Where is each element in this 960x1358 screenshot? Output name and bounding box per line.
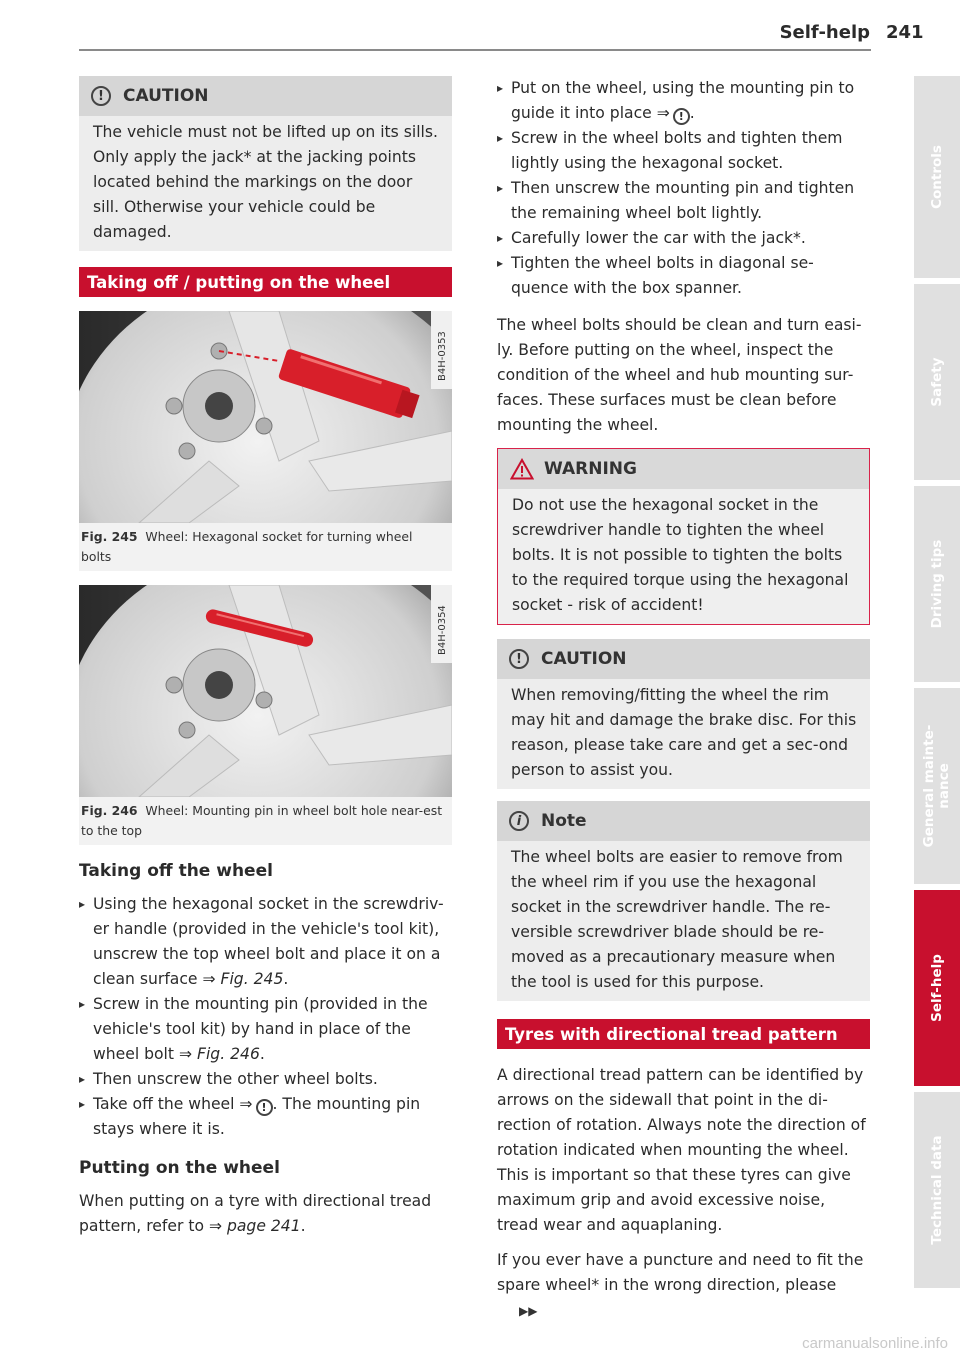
left-column: [79, 76, 452, 1249]
list-item: ▸ Carefully lower the car with the jack*.: [497, 226, 870, 251]
tab-label: Driving tips: [929, 539, 945, 629]
bolts-paragraph: The wheel bolts should be clean and turn easi-ly. Before putting on the wheel, inspect the condition of the wheel and hub mounting sur-faces. These surfaces must be clean before mounting the wheel.: [497, 316, 862, 434]
warning-box: [497, 448, 870, 625]
list-item: ▸ Then unscrew the other wheel bolts.: [79, 1067, 452, 1092]
tab-label: Controls: [929, 145, 945, 209]
watermark: carmanualsonline.info: [802, 1335, 948, 1352]
list-item: ▸ Then unscrew the mounting pin and tighten the remaining wheel bolt lightly.: [497, 176, 870, 226]
fig-246-link[interactable]: ⇒ Fig. 246: [178, 1045, 260, 1063]
warning-header: [498, 449, 869, 489]
list-item: ▸ Tighten the wheel bolts in diagonal se-quence with the box spanner.: [497, 251, 870, 301]
right-column: [497, 76, 870, 1334]
fig-245-link[interactable]: ⇒ Fig. 245: [202, 970, 284, 988]
figure-245-caption-text: Wheel: Hexagonal socket for turning wheel bolts: [81, 529, 413, 564]
tab-label: General mainte- nance: [921, 724, 952, 848]
note-text: The wheel bolts are easier to remove from the wheel rim if you use the hexagonal socket in the screwdriver handle. The re-versible screwdriver blade should be re-moved as a precautionary measure when the tool is used for this purpose.: [511, 848, 843, 991]
header-divider: [79, 49, 871, 51]
info-icon: i: [509, 811, 529, 831]
list-item: ▸ Using the hexagonal socket in the screwdriv-er handle (provided in the vehicle's tool kit), unscrew the top wheel bolt and place it on a clean surface ⇒ Fig. 245.: [79, 892, 452, 992]
page-number: 241: [886, 22, 924, 43]
caution-icon: !: [509, 649, 529, 669]
caution-box-brake: [497, 639, 870, 789]
note-header: [497, 801, 870, 841]
figure-245: [79, 311, 452, 571]
caution-title: CAUTION: [541, 648, 627, 669]
list-item: ▸ Screw in the wheel bolts and tighten them lightly using the hexagonal socket.: [497, 126, 870, 176]
caution-title: CAUTION: [123, 85, 209, 106]
warning-triangle-icon: [510, 458, 534, 480]
putting-on-steps: [497, 76, 870, 301]
tread-paragraph: A directional tread pattern can be identified by arrows on the sidewall that point in the di-rection of rotation. Always note the direction of rotation indicated when mounting the wheel. This is important so that these tyres can give maximum grip and avoid excessive noise, tread wear and aquaplaning.: [497, 1066, 866, 1234]
section-title-tyres: Tyres with directional tread pattern: [497, 1019, 870, 1049]
figure-246: [79, 585, 452, 845]
figure-246-code: B4H-0354: [437, 605, 448, 655]
figure-245-caption: [79, 523, 452, 571]
chapter-tabs: [914, 76, 960, 1294]
caution-icon: !: [91, 86, 111, 106]
caution-box-sills: [79, 76, 452, 251]
spare-wheel-paragraph: If you ever have a puncture and need to fit the spare wheel* in the wrong direction, please▶▶: [497, 1248, 870, 1324]
tab-safety[interactable]: [914, 284, 960, 480]
section-title-wheel: Taking off / putting on the wheel: [79, 267, 452, 297]
caution-ref-icon[interactable]: !: [256, 1099, 273, 1116]
tab-label: Self-help: [929, 954, 945, 1022]
list-item: ▸ Put on the wheel, using the mounting pin to guide it into place ⇒ ! .: [497, 76, 870, 126]
tab-label: Technical data: [929, 1135, 945, 1245]
note-title: Note: [541, 810, 587, 831]
putting-on-heading: Putting on the wheel: [79, 1158, 280, 1178]
caution-text: When removing/fitting the wheel the rim may hit and damage the brake disc. For this reason, please take care and get a sec-ond person to assist you.: [511, 686, 857, 779]
tab-driving-tips[interactable]: [914, 486, 960, 682]
running-header-title: Self-help: [779, 22, 870, 43]
caution-text: The vehicle must not be lifted up on its sills. Only apply the jack* at the jacking points located behind the markings on the door sill. Otherwise your vehicle could be damaged.: [93, 123, 438, 241]
continued-arrow-icon: ▶▶: [519, 1304, 538, 1318]
list-item: ▸ Screw in the mounting pin (provided in the vehicle's tool kit) by hand in place of the wheel bolt ⇒ Fig. 246.: [79, 992, 452, 1067]
tab-controls[interactable]: [914, 76, 960, 278]
caution-header: [497, 639, 870, 679]
wheel-mounting-pin-illustration: [79, 585, 452, 797]
note-box: [497, 801, 870, 1001]
taking-off-heading: Taking off the wheel: [79, 861, 273, 881]
tab-self-help[interactable]: [914, 890, 960, 1086]
figure-246-caption-text: Wheel: Mounting pin in wheel bolt hole near-est to the top: [81, 803, 443, 838]
figure-246-label: Fig. 246: [81, 803, 138, 818]
wheel-hex-socket-illustration: [79, 311, 452, 523]
tab-label: Safety: [929, 357, 945, 407]
caution-header: [79, 76, 452, 116]
figure-245-label: Fig. 245: [81, 529, 138, 544]
caution-ref-icon[interactable]: !: [673, 108, 690, 125]
warning-title: WARNING: [544, 458, 637, 479]
taking-off-steps: [79, 892, 452, 1142]
figure-245-code: B4H-0353: [437, 331, 448, 381]
putting-on-text: When putting on a tyre with directional tread pattern, refer to ⇒ page 241.: [79, 1192, 432, 1235]
page-241-link[interactable]: ⇒ page 241: [208, 1217, 301, 1235]
tab-general-maintenance[interactable]: [914, 688, 960, 884]
figure-246-caption: [79, 797, 452, 845]
list-item: ▸ Take off the wheel ⇒ ! . The mounting pin stays where it is.: [79, 1092, 452, 1142]
warning-text: Do not use the hexagonal socket in the screwdriver handle to tighten the wheel bolts. It is not possible to tighten the bolts to the required torque using the hexagonal socket - risk of accident!: [498, 489, 869, 624]
tab-technical-data[interactable]: [914, 1092, 960, 1288]
